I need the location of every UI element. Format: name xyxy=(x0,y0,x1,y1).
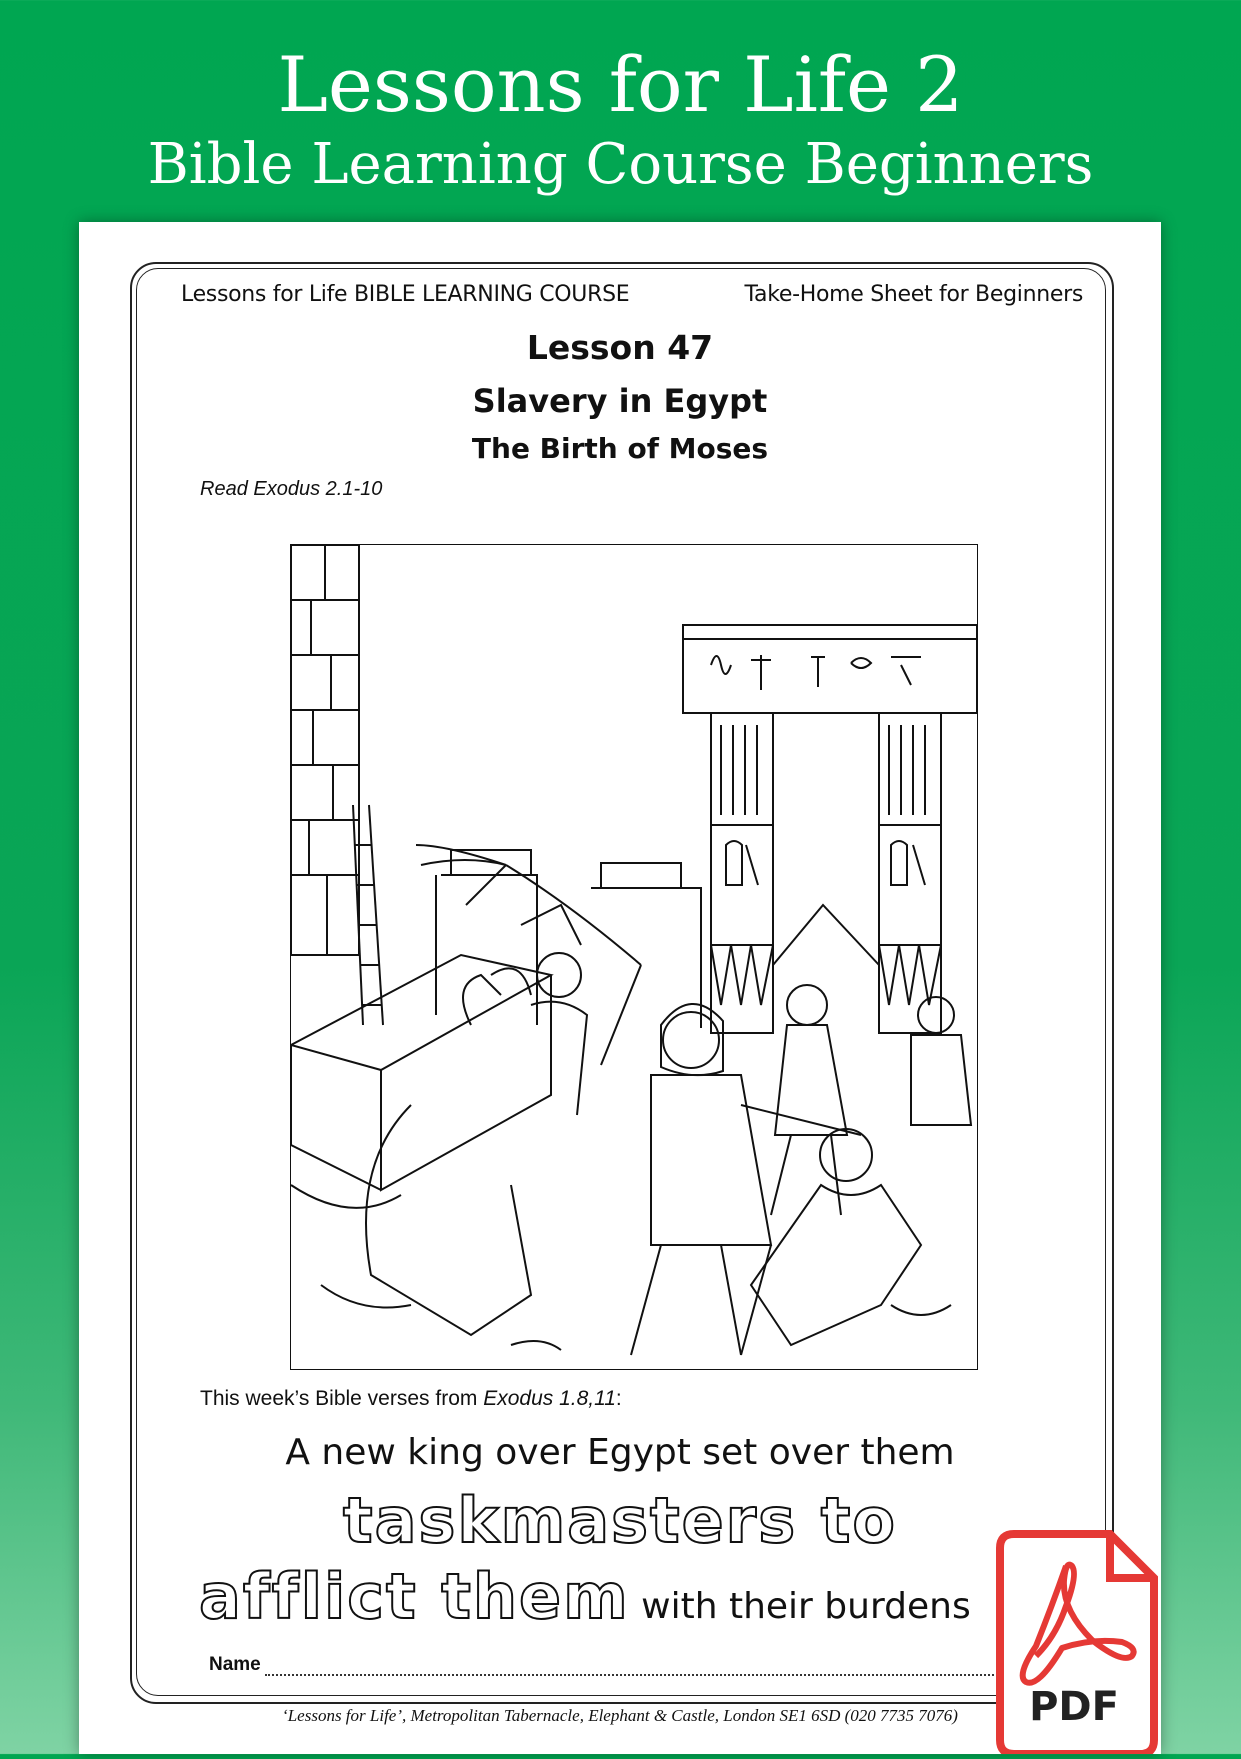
verse-line-2-outline: taskmasters to xyxy=(343,1484,897,1557)
worksheet-page xyxy=(79,222,1161,1754)
brick-tower xyxy=(291,545,359,955)
sheet-type-header: Take-Home Sheet for Beginners xyxy=(744,282,1083,307)
egypt-slavery-drawing xyxy=(291,545,977,1369)
lesson-title: Slavery in Egypt xyxy=(472,382,768,420)
temple xyxy=(683,625,977,1033)
pdf-badge[interactable] xyxy=(986,1526,1162,1754)
name-label: Name xyxy=(209,1654,261,1675)
banner-subtitle: Bible Learning Course Beginners xyxy=(147,132,1094,197)
taskmaster-figure xyxy=(416,845,861,1355)
verse-line-1: A new king over Egypt set over them xyxy=(285,1432,955,1473)
ladder xyxy=(353,805,383,1025)
name-line[interactable] xyxy=(265,1674,1025,1676)
ground-details xyxy=(291,1185,951,1350)
verses-reference: Exodus 1.8,11 xyxy=(483,1387,616,1410)
verses-intro: This week’s Bible verses from Exodus 1.8,11: xyxy=(200,1387,622,1410)
publisher-footer: ‘Lessons for Life’, Metropolitan Tabernacle, Elephant & Castle, London SE1 6SD (020 7735 7076) xyxy=(282,1706,958,1725)
pdf-label: PDF xyxy=(1029,1684,1119,1730)
verse-line-3 xyxy=(199,1560,971,1633)
verse-line-3-outline: afflict them xyxy=(199,1560,630,1633)
course-header: Lessons for Life BIBLE LEARNING COURSE xyxy=(181,282,630,307)
slave-figures xyxy=(366,953,971,1355)
coloring-illustration xyxy=(290,544,978,1370)
stone-block xyxy=(291,955,551,1190)
lesson-subtitle: The Birth of Moses xyxy=(471,432,769,465)
banner-title: Lessons for Life 2 xyxy=(277,40,964,129)
reading-reference: Read Exodus 2.1-10 xyxy=(200,478,383,500)
verse-line-3-plain: with their burdens xyxy=(629,1586,971,1627)
lesson-number: Lesson 47 xyxy=(526,328,714,367)
